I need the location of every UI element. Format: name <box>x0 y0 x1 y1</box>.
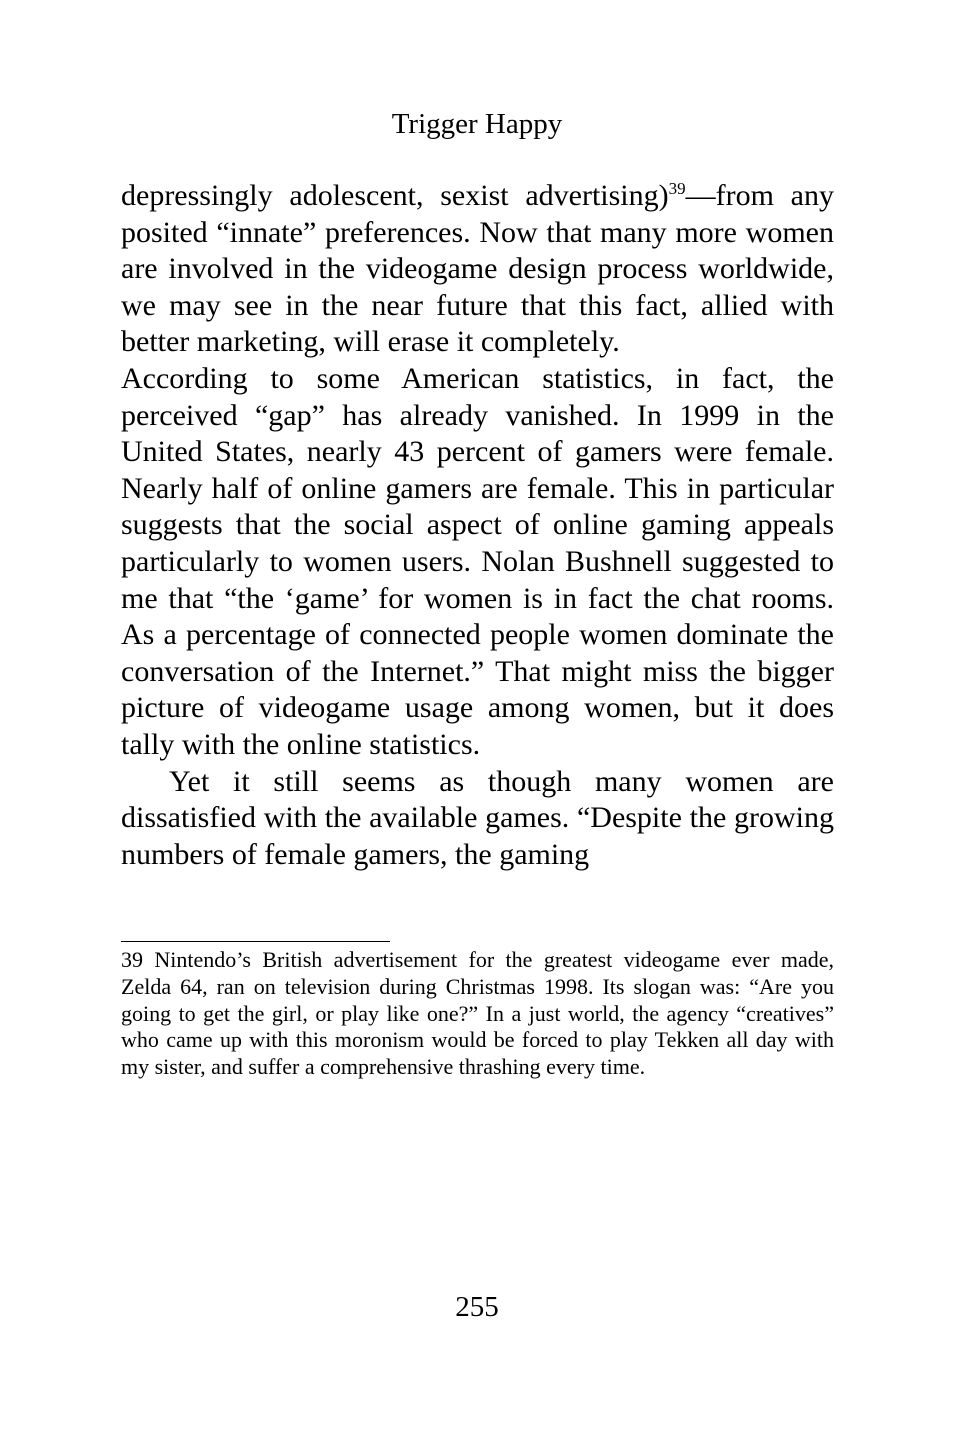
page-number: 255 <box>455 1291 499 1323</box>
footnote-39: 39 Nintendo’s British advertisement for the greatest videogame ever made, Zelda 64, ran on television during Christmas 1998. Its slogan was: “Are you going to get the girl, or play like one?” In a just world, the agency “creatives” who came up with this moronism would be forced to play Tekken all day with my sister, and suffer a comprehensive thrashing every time. <box>121 947 834 1080</box>
footnote-divider <box>121 941 390 942</box>
body-text <box>121 178 834 873</box>
paragraph-1-text-start: depressingly adolescent, sexist advertising) <box>121 179 669 212</box>
paragraph-continued <box>121 178 834 361</box>
paragraph-dissatisfied: Yet it still seems as though many women are dissatisfied with the available games. “Despite the growing numbers of female gamers, the gaming <box>121 764 834 871</box>
running-header: Trigger Happy <box>391 108 563 140</box>
paragraph-statistics: According to some American statistics, in fact, the perceived “gap” has already vanished. In 1999 in the United States, nearly 43 percent of gamers were female. Nearly half of online gamers are female. This in particular suggests that the social aspect of online gaming appeals particularly to women users. Nolan Bushnell suggested to me that “the ‘game’ for women is in fact the chat rooms. As a percentage of connected people women dominate the conversation of the Internet.” That might miss the bigger picture of videogame usage among women, but it does tally with the online statistics. <box>121 361 834 761</box>
footnote-reference[interactable]: 39 <box>668 179 686 198</box>
paragraph-1-text-end: —from any posited “innate” preferences. Now that many more women are involved in the videogame design process worldwide, we may see in the near future that this fact, allied with better marketing, will erase it completely. <box>121 179 835 359</box>
